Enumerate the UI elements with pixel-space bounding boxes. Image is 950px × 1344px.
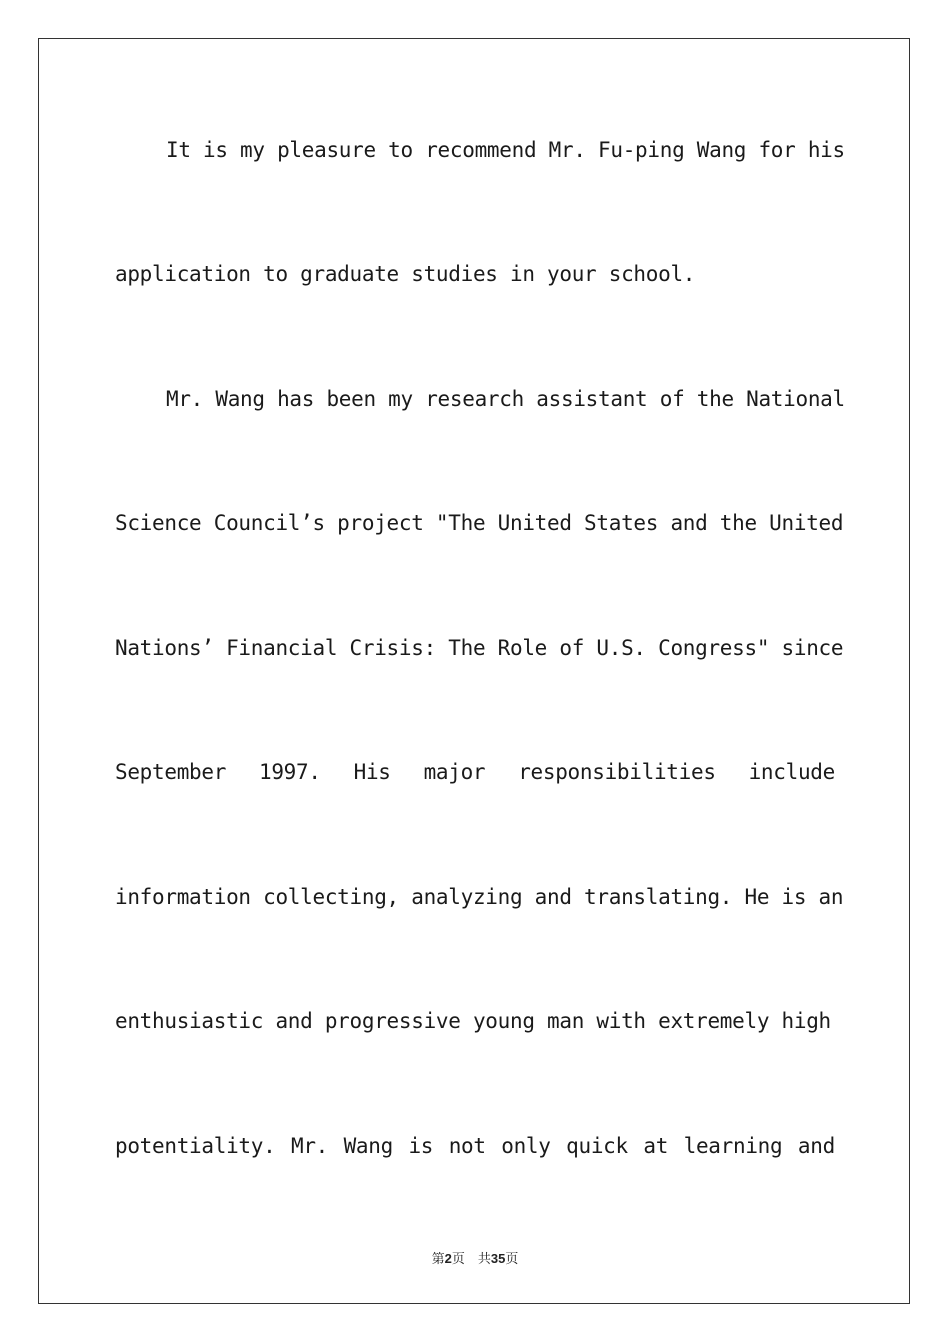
word: and bbox=[797, 1134, 835, 1158]
text-line-2: application to graduate studies in your school. bbox=[115, 262, 696, 286]
word: potentiality. bbox=[115, 1134, 276, 1158]
page-border bbox=[38, 38, 910, 1304]
text-line-4: Science Council’s project "The United States and the United bbox=[115, 511, 844, 535]
footer-total-pages: 35 bbox=[490, 1251, 506, 1266]
word: learning bbox=[683, 1134, 783, 1158]
word: not bbox=[448, 1134, 486, 1158]
word: His bbox=[353, 760, 391, 784]
page-footer bbox=[0, 1248, 950, 1267]
footer-page-number: 2 bbox=[444, 1251, 452, 1266]
word: 1997. bbox=[259, 760, 321, 784]
word: include bbox=[748, 760, 835, 784]
footer-prefix: 第 bbox=[431, 1252, 445, 1267]
word: September bbox=[115, 760, 227, 784]
word: at bbox=[643, 1134, 669, 1158]
word: major bbox=[423, 760, 486, 784]
footer-middle: 页 共 bbox=[451, 1252, 491, 1267]
word: quick bbox=[566, 1134, 628, 1158]
text-line-1: It is my pleasure to recommend Mr. Fu-ping Wang for his bbox=[166, 138, 845, 162]
footer-suffix: 页 bbox=[505, 1252, 519, 1267]
text-line-9 bbox=[115, 1134, 835, 1158]
text-line-7: information collecting, analyzing and translating. He is an bbox=[115, 885, 844, 909]
text-line-6 bbox=[115, 760, 835, 784]
word: is bbox=[408, 1134, 434, 1158]
text-line-8: enthusiastic and progressive young man with extremely high bbox=[115, 1009, 831, 1033]
text-line-3: Mr. Wang has been my research assistant of the National bbox=[166, 387, 845, 411]
text-line-5: Nations’ Financial Crisis: The Role of U.S. Congress" since bbox=[115, 636, 844, 660]
word: Mr. bbox=[291, 1134, 329, 1158]
word: responsibilities bbox=[518, 760, 716, 784]
word: only bbox=[501, 1134, 551, 1158]
word: Wang bbox=[343, 1134, 393, 1158]
